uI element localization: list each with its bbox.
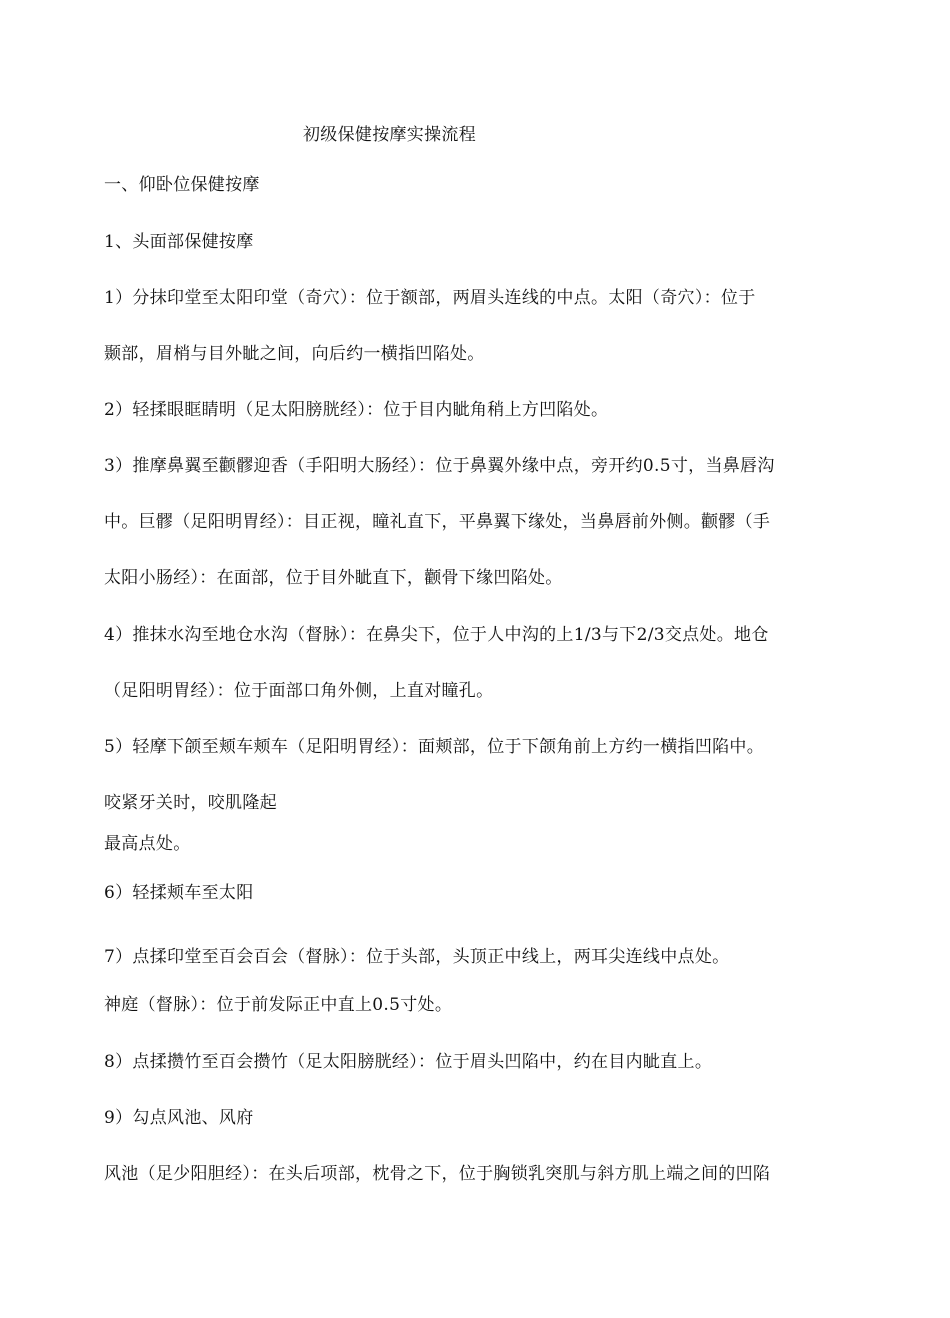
paragraph-line: 1）分抹印堂至太阳印堂（奇穴）：位于额部，两眉头连线的中点。太阳（奇穴）：位于	[104, 288, 756, 308]
paragraph-line: 9）勾点风池、风府	[104, 1108, 254, 1128]
subsection-heading: 1、头面部保健按摩	[104, 232, 254, 252]
paragraph-line: 2）轻揉眼眶睛明（足太阳膀胱经）：位于目内眦角稍上方凹陷处。	[104, 400, 609, 420]
paragraph-line: 5）轻摩下颌至颊车颊车（足阳明胃经）：面颊部，位于下颌角前上方约一横指凹陷中。	[104, 737, 765, 757]
paragraph-line: （足阳明胃经）：位于面部口角外侧，上直对瞳孔。	[104, 681, 494, 701]
section-heading: 一、仰卧位保健按摩	[104, 175, 260, 195]
paragraph-line: 风池（足少阳胆经）：在头后项部，枕骨之下，位于胸锁乳突肌与斜方肌上端之间的凹陷	[104, 1164, 771, 1184]
paragraph-line: 中。巨髎（足阳明胃经）：目正视，瞳礼直下，平鼻翼下缘处，当鼻唇前外侧。颧髎（手	[104, 512, 771, 532]
paragraph-line: 7）点揉印堂至百会百会（督脉）：位于头部，头顶正中线上，两耳尖连线中点处。	[104, 947, 730, 967]
paragraph-line: 最高点处。	[104, 834, 191, 854]
paragraph-line: 4）推抹水沟至地仓水沟（督脉）：在鼻尖下，位于人中沟的上1/3与下2/3交点处。地仓	[104, 625, 769, 645]
paragraph-line: 8）点揉攒竹至百会攒竹（足太阳膀胱经）：位于眉头凹陷中，约在目内眦直上。	[104, 1052, 713, 1072]
paragraph-line: 咬紧牙关时，咬肌隆起	[104, 793, 277, 813]
paragraph-line: 颞部，眉梢与目外眦之间，向后约一横指凹陷处。	[104, 344, 485, 364]
paragraph-line: 神庭（督脉）：位于前发际正中直上0.5寸处。	[104, 995, 453, 1015]
paragraph-line: 3）推摩鼻翼至颧髎迎香（手阳明大肠经）：位于鼻翼外缘中点，旁开约0.5寸，当鼻唇沟	[104, 456, 775, 476]
paragraph-line: 太阳小肠经）：在面部，位于目外眦直下，颧骨下缘凹陷处。	[104, 568, 563, 588]
paragraph-line: 6）轻揉颊车至太阳	[104, 883, 254, 903]
document-title: 初级保健按摩实操流程	[303, 125, 476, 145]
